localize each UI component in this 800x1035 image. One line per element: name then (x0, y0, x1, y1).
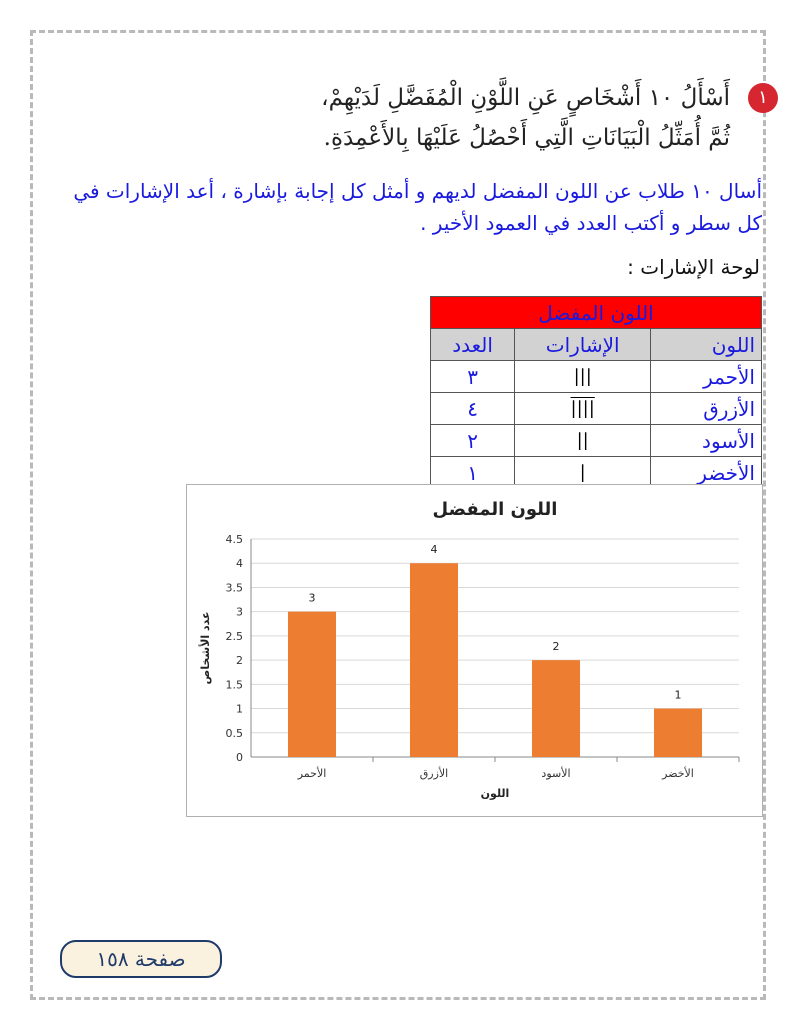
data-label: 1 (674, 688, 682, 702)
bar (654, 709, 702, 757)
instructions-line-2: كل سطر و أكتب العدد في العمود الأخير . (420, 211, 762, 235)
y-tick-label: 1 (236, 702, 243, 716)
header-color: اللون (651, 329, 762, 361)
y-tick-label: 0.5 (225, 726, 243, 740)
row-tally: |||| (515, 393, 651, 425)
bar-chart (187, 485, 762, 816)
tally-board-label: لوحة الإشارات : (627, 255, 760, 279)
row-count: ٢ (431, 425, 515, 457)
x-tick-label: الأزرق (419, 767, 449, 780)
header-count: العدد (431, 329, 515, 361)
y-tick-label: 2 (236, 654, 243, 668)
row-count: ١ (431, 457, 515, 489)
row-tally: ||| (515, 361, 651, 393)
y-tick-label: 4.5 (225, 533, 243, 546)
x-axis-title: اللون (480, 787, 510, 800)
y-tick-label: 4 (236, 557, 243, 571)
bar (532, 660, 580, 757)
bar (410, 563, 458, 757)
bar (288, 612, 336, 757)
table-title: اللون المفضل (431, 297, 762, 329)
question-line-1: أَسْأَلُ ١٠ أَشْخَاصٍ عَنِ اللَّوْنِ الْمُفَضَّلِ لَدَيْهِمْ، (321, 85, 730, 111)
x-tick-label: الأسود (541, 767, 571, 780)
y-axis-title: عدد الأشخاص (199, 611, 212, 685)
y-tick-label: 3 (236, 605, 243, 619)
row-count: ٣ (431, 361, 515, 393)
table-row (431, 361, 762, 393)
x-tick-label: الأخضر (662, 767, 694, 780)
instructions-line-1: أسال ١٠ طلاب عن اللون المفضل لديهم و أمثل كل إجابة بإشارة ، أعد الإشارات في (73, 179, 762, 203)
chart-title: اللون المفضل (432, 499, 558, 520)
question-number-badge: ١ (748, 83, 778, 113)
row-color: الأخضر (651, 457, 762, 489)
question-line-2: ثُمَّ أُمَثِّلُ الْبَيَانَاتِ الَّتِي أَحْصُلُ عَلَيْهَا بِالأَعْمِدَةِ. (323, 125, 730, 151)
tally-table (430, 296, 762, 489)
question-block (90, 78, 768, 158)
table-row (431, 393, 762, 425)
y-tick-label: 0 (236, 751, 243, 764)
table-row (431, 425, 762, 457)
x-tick-label: الأحمر (297, 767, 327, 780)
data-label: 3 (308, 591, 316, 605)
data-label: 2 (552, 640, 560, 654)
y-tick-label: 3.5 (225, 581, 243, 595)
header-tally: الإشارات (515, 329, 651, 361)
row-tally: || (515, 425, 651, 457)
data-label: 4 (430, 543, 438, 557)
row-color: الأزرق (651, 393, 762, 425)
row-color: الأحمر (651, 361, 762, 393)
y-tick-label: 2.5 (225, 629, 243, 643)
row-color: الأسود (651, 425, 762, 457)
bar-chart-panel (186, 484, 763, 817)
row-tally: | (515, 457, 651, 489)
instructions (52, 175, 762, 239)
page-number-badge: صفحة ١٥٨ (60, 940, 222, 978)
row-count: ٤ (431, 393, 515, 425)
y-tick-label: 1.5 (225, 678, 243, 692)
